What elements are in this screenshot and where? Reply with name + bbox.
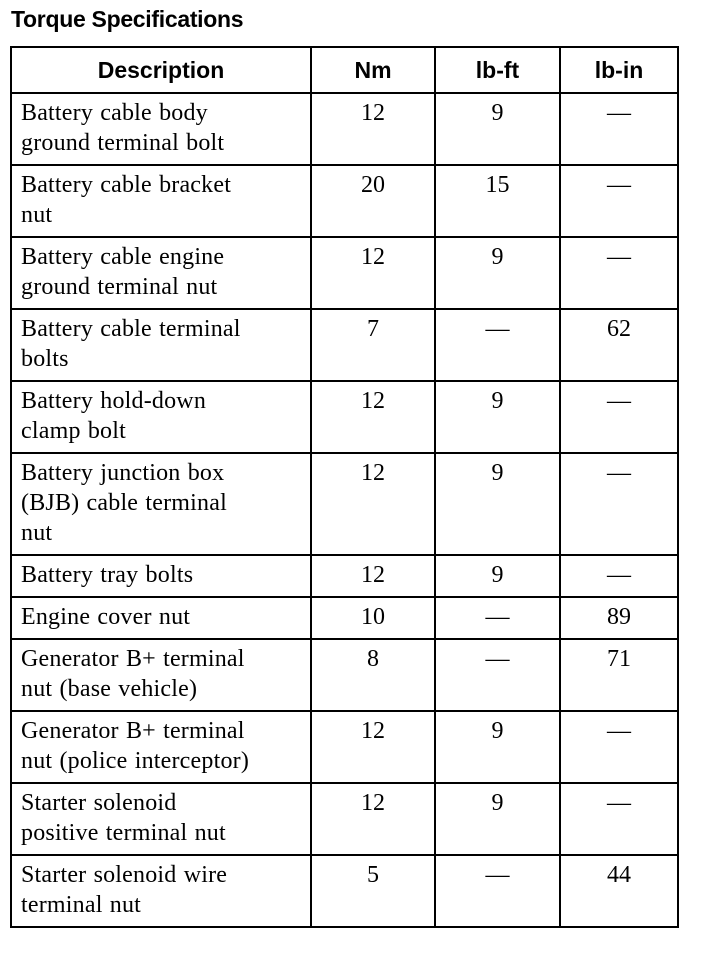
column-header-lb-in: lb-in <box>560 47 678 93</box>
lb-in-value-cell: — <box>560 555 678 597</box>
lb-ft-value-cell: — <box>435 309 560 381</box>
table-row <box>11 711 678 783</box>
description-cell <box>11 165 311 237</box>
description-line: ground terminal bolt <box>21 130 225 156</box>
description-cell <box>11 597 311 639</box>
lb-in-value-cell: 62 <box>560 309 678 381</box>
page-title: Torque Specifications <box>11 6 244 32</box>
table-header-row <box>11 47 678 93</box>
description-cell <box>11 237 311 309</box>
description-line: Battery cable terminal <box>21 316 241 342</box>
description-line: Battery cable body <box>21 100 208 126</box>
table-row <box>11 165 678 237</box>
nm-value-cell: 12 <box>311 453 435 555</box>
lb-ft-value-cell: 9 <box>435 711 560 783</box>
lb-ft-value-cell: — <box>435 597 560 639</box>
nm-value-cell: 8 <box>311 639 435 711</box>
description-line: bolts <box>21 346 69 372</box>
description-line: nut (police interceptor) <box>21 748 250 774</box>
description-line: Battery hold-down <box>21 388 207 414</box>
lb-ft-value-cell: 9 <box>435 453 560 555</box>
lb-ft-value-cell: 15 <box>435 165 560 237</box>
table-row <box>11 309 678 381</box>
table-row <box>11 597 678 639</box>
nm-value-cell: 20 <box>311 165 435 237</box>
description-line: ground terminal nut <box>21 274 218 300</box>
lb-in-value-cell: — <box>560 381 678 453</box>
table-row <box>11 783 678 855</box>
lb-ft-value-cell: 9 <box>435 93 560 165</box>
torque-specifications-table <box>10 46 679 928</box>
description-cell <box>11 93 311 165</box>
lb-ft-value-cell: — <box>435 855 560 927</box>
nm-value-cell: 12 <box>311 783 435 855</box>
description-cell <box>11 309 311 381</box>
description-line: Engine cover nut <box>21 604 191 630</box>
nm-value-cell: 5 <box>311 855 435 927</box>
description-cell <box>11 381 311 453</box>
nm-value-cell: 12 <box>311 555 435 597</box>
nm-value-cell: 12 <box>311 93 435 165</box>
table-body <box>11 93 678 927</box>
description-line: Battery cable bracket <box>21 172 232 198</box>
lb-in-value-cell: — <box>560 453 678 555</box>
table-row <box>11 855 678 927</box>
description-line: Starter solenoid wire <box>21 862 228 888</box>
description-line: (BJB) cable terminal <box>21 490 227 516</box>
description-line: clamp bolt <box>21 418 126 444</box>
table-row <box>11 453 678 555</box>
description-line: nut <box>21 202 53 228</box>
description-line: Starter solenoid <box>21 790 177 816</box>
description-line: Battery junction box <box>21 460 225 486</box>
nm-value-cell: 10 <box>311 597 435 639</box>
description-line: nut <box>21 520 53 546</box>
column-header-description: Description <box>11 47 311 93</box>
table-row <box>11 639 678 711</box>
description-line: terminal nut <box>21 892 142 918</box>
lb-in-value-cell: 89 <box>560 597 678 639</box>
lb-in-value-cell: 71 <box>560 639 678 711</box>
description-line: positive terminal nut <box>21 820 226 846</box>
description-cell <box>11 855 311 927</box>
nm-value-cell: 12 <box>311 711 435 783</box>
lb-ft-value-cell: 9 <box>435 237 560 309</box>
description-line: Battery tray bolts <box>21 562 194 588</box>
lb-ft-value-cell: 9 <box>435 555 560 597</box>
nm-value-cell: 12 <box>311 381 435 453</box>
table-row <box>11 555 678 597</box>
lb-in-value-cell: 44 <box>560 855 678 927</box>
table-row <box>11 381 678 453</box>
lb-ft-value-cell: 9 <box>435 783 560 855</box>
lb-in-value-cell: — <box>560 93 678 165</box>
description-line: Generator B+ terminal <box>21 646 245 672</box>
description-cell <box>11 783 311 855</box>
lb-ft-value-cell: — <box>435 639 560 711</box>
table-row <box>11 237 678 309</box>
description-cell <box>11 711 311 783</box>
description-cell <box>11 639 311 711</box>
description-line: Generator B+ terminal <box>21 718 245 744</box>
lb-in-value-cell: — <box>560 711 678 783</box>
nm-value-cell: 7 <box>311 309 435 381</box>
table-row <box>11 93 678 165</box>
description-line: Battery cable engine <box>21 244 225 270</box>
column-header-lb-ft: lb-ft <box>435 47 560 93</box>
description-cell <box>11 555 311 597</box>
nm-value-cell: 12 <box>311 237 435 309</box>
description-line: nut (base vehicle) <box>21 676 198 702</box>
lb-in-value-cell: — <box>560 237 678 309</box>
lb-ft-value-cell: 9 <box>435 381 560 453</box>
lb-in-value-cell: — <box>560 783 678 855</box>
column-header-nm: Nm <box>311 47 435 93</box>
lb-in-value-cell: — <box>560 165 678 237</box>
description-cell <box>11 453 311 555</box>
